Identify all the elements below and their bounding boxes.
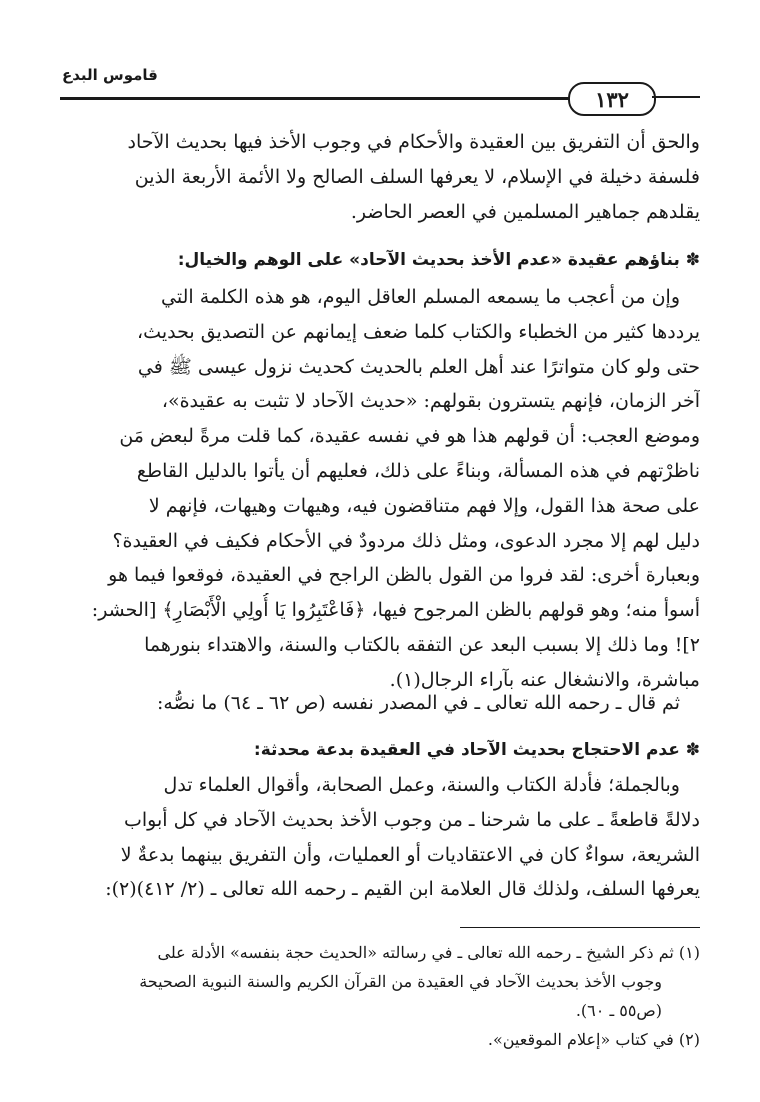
footnote-rule (460, 927, 700, 928)
footnote-1-line: (١) ثم ذكر الشيخ ـ رحمه الله تعالى ـ في رسالته «الحديث حجة بنفسه» الأدلة على (157, 943, 700, 962)
heading-text: ✽ بناؤهم عقيدة «عدم الأخذ بحديث الآحاد» على الوهم والخيال: (177, 250, 700, 270)
section-heading-1 (60, 243, 700, 277)
text-line: وإن من أعجب ما يسمعه المسلم العاقل اليوم، هو هذه الكلمة التي (161, 286, 680, 308)
page-number: ١٣٢ (568, 82, 656, 116)
book-title: قاموس البدع (62, 66, 158, 84)
section-heading-2 (60, 733, 700, 767)
text-line: ثم قال ـ رحمه الله تعالى ـ في المصدر نفسه (ص ٦٢ ـ ٦٤) ما نصُّه: (156, 692, 680, 714)
text-line: على صحة هذا القول، وإلا فهم متناقضون فيه، وهيهات وهيهات، فإنهم لا (148, 494, 700, 517)
paragraph-2 (60, 280, 700, 698)
text-line: وموضع العجب: أن قولهم هذا هو في نفسه عقيدة، كما قلت مرةً لبعض مَن (119, 425, 700, 448)
text-line: يرددها كثير من الخطباء والكتاب كلما ضعف إيمانهم عن التصديق بحديث، (137, 320, 700, 343)
text-line: ناظرْتهم في هذه المسألة، وبناءً على ذلك، فعليهم أن يأتوا بالدليل القاطع (136, 459, 700, 482)
footnotes (60, 938, 700, 1054)
text-line: وبعبارة أخرى: لقد فروا من القول بالظن الراجح في العقيدة، فوقعوا فيما هو (108, 564, 700, 587)
text-line: ٢]! وما ذلك إلا بسبب البعد عن التفقه بالكتاب والسنة، والاهتداء بنورهما (144, 633, 700, 656)
text-line: دليل لهم إلا مجرد الدعوى، ومثل ذلك مردودٌ في الأحكام فكيف في العقيدة؟ (112, 529, 700, 552)
text-line: يقلدهم جماهير المسلمين في العصر الحاضر. (350, 200, 700, 223)
text-line: دلالةً قاطعةً ـ على ما شرحنا ـ من وجوب الأخذ بحديث الآحاد في كل أبواب (124, 808, 700, 831)
paragraph-3 (60, 686, 700, 721)
footnote-1-line: (ص٥٥ ـ ٦٠). (575, 1001, 662, 1020)
paragraph-1 (60, 125, 700, 229)
header-rule (60, 97, 570, 100)
text-line: الشريعة، سواءٌ كان في الاعتقاديات أو العمليات، وأن التفريق بينهما بدعةٌ لا (120, 843, 700, 866)
heading-text: ✽ عدم الاحتجاج بحديث الآحاد في العقيدة بدعة محدثة: (253, 740, 700, 760)
text-line: وبالجملة؛ فأدلة الكتاب والسنة، وعمل الصحابة، وأقوال العلماء تدل (163, 774, 680, 796)
text-line: يعرفها السلف، ولذلك قال العلامة ابن القيم ـ رحمه الله تعالى ـ (٢/ ٤١٢)(٢): (105, 878, 700, 901)
text-line: آخر الزمان، فإنهم يتسترون بقولهم: «حديث الآحاد لا تثبت به عقيدة»، (161, 390, 700, 413)
text-line: مباشرة، والانشغال عنه بآراء الرجال(١). (389, 668, 700, 691)
text-line: حتى ولو كان متواترًا عند أهل العلم بالحديث كحديث نزول عيسى ﷺ في (137, 355, 700, 378)
text-line: فلسفة دخيلة في الإسلام، لا يعرفها السلف الصالح ولا الأئمة الأربعة الذين (134, 165, 700, 188)
text-line: والحق أن التفريق بين العقيدة والأحكام في وجوب الأخذ فيها بحديث الآحاد (127, 131, 700, 153)
footnote-2: (٢) في كتاب «إعلام الموقعين». (487, 1030, 700, 1049)
footnote-1-line: وجوب الأخذ بحديث الآحاد في العقيدة من القرآن الكريم والسنة النبوية الصحيحة (139, 972, 662, 991)
paragraph-4 (60, 768, 700, 907)
header-rule-tail (652, 96, 700, 98)
text-line: أسوأ منه؛ وهو قولهم بالظن المرجوح فيها، ﴿فَاعْتَبِرُوا يَا أُولِي الْأَبْصَارِ﴾ [الحشر: (91, 599, 700, 622)
